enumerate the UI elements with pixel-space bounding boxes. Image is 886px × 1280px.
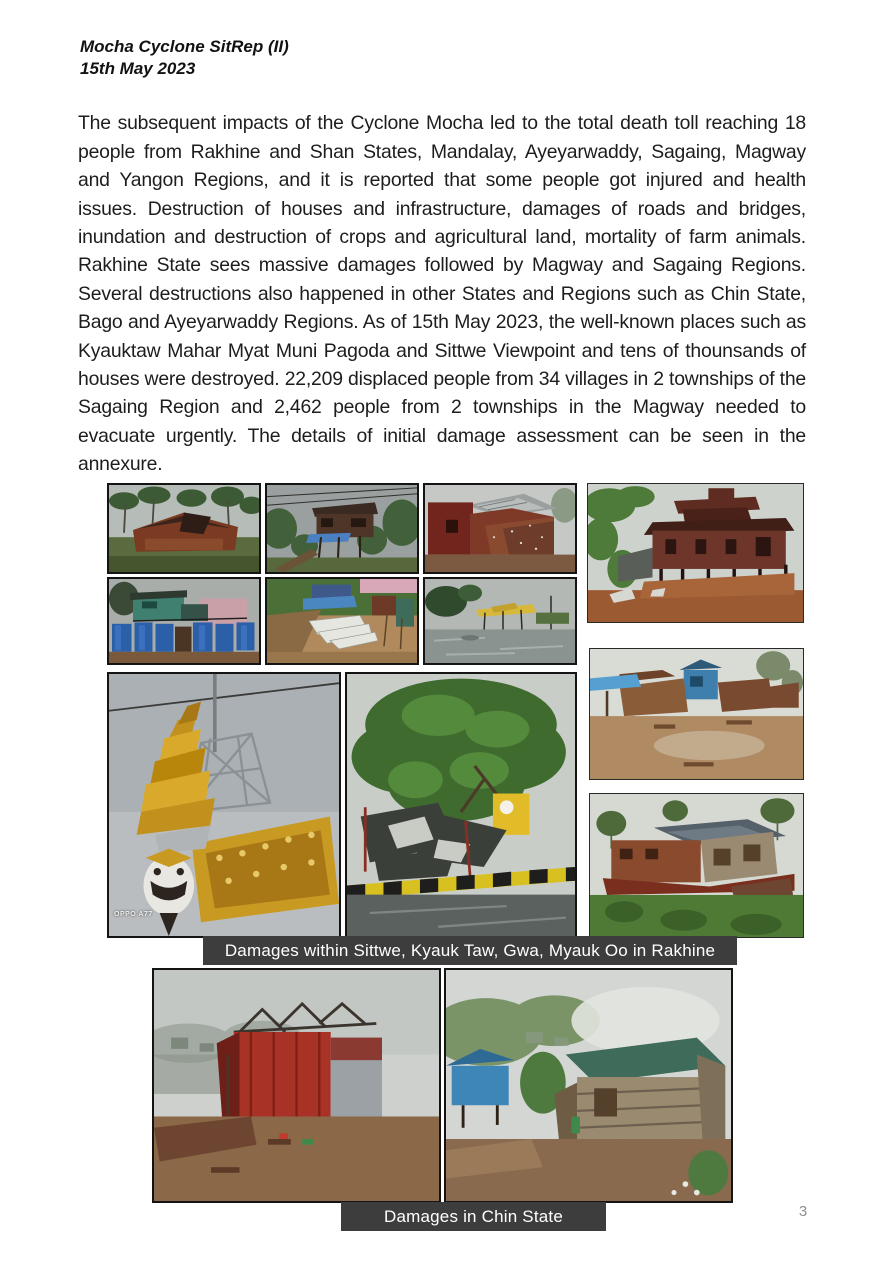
chin-photo-row xyxy=(152,968,734,1203)
photo-art xyxy=(588,484,803,622)
photo-art xyxy=(446,970,731,1201)
caption-rakhine-text: Damages within Sittwe, Kyauk Taw, Gwa, Myauk Oo in Rakhine xyxy=(224,940,716,960)
photo-fallen-tree-road xyxy=(345,672,577,938)
photo-red-house-stripped-roof xyxy=(423,483,577,574)
photo-art xyxy=(590,649,803,779)
report-title: Mocha Cyclone SitRep (II) xyxy=(80,37,289,56)
report-date: 15th May 2023 xyxy=(80,59,196,78)
photo-flooded-road xyxy=(423,577,577,665)
rakhine-photo-collage xyxy=(107,483,807,938)
photo-art xyxy=(347,674,575,936)
photo-chin-wooden-houses xyxy=(444,968,733,1203)
caption-rakhine xyxy=(203,936,737,965)
page-number: 3 xyxy=(798,1203,808,1220)
photo-art xyxy=(425,579,575,663)
camera-watermark: OPPO A77 xyxy=(114,911,153,918)
photo-damaged-pagoda xyxy=(107,672,341,938)
report-header xyxy=(80,36,289,80)
photo-art xyxy=(109,674,339,936)
body-paragraph: The subsequent impacts of the Cyclone Mocha led to the total death toll reaching 18 people from Rakhine and Shan States, Mandalay, Ayeyarwaddy, Sagaing, Magway and Yangon Regions, and it is reported that some people got injured and health issues. Destruction of houses and infrastructure, damages of roads and bridges, inundation and destruction of crops and agricultural land, mortality of farm animals. Rakhine State sees massive damages followed by Magway and Sagaing Regions. Several destructions also happened in other States and Regions such as Chin State, Bago and Ayeyarwaddy Regions. As of 15th May 2023, the well-known places such as Kyauktaw Mahar Myat Muni Pagoda and Sittwe Viewpoint and tens of thounsands of houses were destroyed. 22,209 displaced people from 34 villages in 2 townships of the Sagaing Region and 2,462 people from 2 townships in the Magway needed to evacuate urgently. The details of initial damage assessment can be seen in the annexure. xyxy=(78,112,806,476)
caption-chin-text: Damages in Chin State xyxy=(383,1206,563,1226)
photo-art xyxy=(154,970,439,1201)
photo-fallen-roof-sheets xyxy=(265,577,419,665)
photo-collapsed-house-metal-roof xyxy=(589,793,804,938)
photo-blue-tarps xyxy=(107,577,261,665)
photo-art xyxy=(590,794,803,937)
photo-art xyxy=(109,485,259,572)
photo-chin-red-shed xyxy=(152,968,441,1203)
photo-art xyxy=(267,485,417,572)
photo-art xyxy=(425,485,575,572)
caption-chin xyxy=(341,1202,606,1231)
photo-tilted-monastery xyxy=(587,483,804,623)
photo-destroyed-village-mud xyxy=(589,648,804,780)
photo-art xyxy=(267,579,417,663)
photo-art xyxy=(109,579,259,663)
photo-collapsed-house-palms xyxy=(107,483,261,574)
photo-stilt-house-tarp xyxy=(265,483,419,574)
